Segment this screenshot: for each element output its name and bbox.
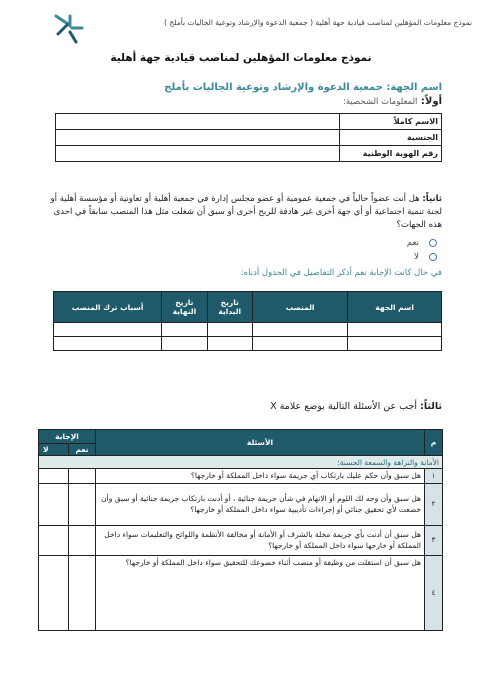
option-yes-label: نعم bbox=[406, 238, 419, 248]
table-row bbox=[54, 323, 442, 337]
header-yes: نعم bbox=[69, 444, 96, 456]
organization-label: اسم الجهة: bbox=[386, 82, 442, 93]
section2-question: هل أنت عضواً حالياً في جمعية عمومية أو عضو مجلس إدارة في جمعية أهلية أو تعاونية أو مؤسسة أهلية أو لجنة تنمية اجتماعية أو أي جهة أخرى غير هادفة للربح أخرى أو سبق أن شغلت مثل هذا المنصب سابقاً في احدى هذه الجهات؟ bbox=[50, 194, 442, 230]
table-cell[interactable] bbox=[207, 337, 252, 351]
answer-yes-cell[interactable] bbox=[69, 483, 96, 525]
section3-title: ثالثاً: bbox=[420, 401, 442, 412]
question-text: هل سبق أن أدنت بأي جريمة مخلة بالشرف أو الأمانة أو مخالفة الأنظمة واللوائح والتعليمات سواء داخل المملكة أو خارجها سواء داخل المملكة أو خارجها؟ bbox=[96, 525, 425, 555]
answer-no-cell[interactable] bbox=[39, 525, 69, 555]
answer-no-cell[interactable] bbox=[39, 555, 69, 630]
table-cell[interactable] bbox=[348, 323, 442, 337]
header-start-date: تاريخ البداية bbox=[207, 292, 252, 323]
question-row bbox=[39, 525, 443, 555]
header-questions: الأسئلة bbox=[96, 430, 425, 456]
section3-heading bbox=[270, 401, 442, 412]
table-row bbox=[54, 337, 442, 351]
organization-line bbox=[164, 82, 442, 93]
table-cell[interactable] bbox=[54, 337, 162, 351]
personal-row bbox=[56, 114, 442, 130]
table-cell[interactable] bbox=[162, 337, 207, 351]
question-row bbox=[39, 469, 443, 484]
header-no: لا bbox=[39, 444, 69, 456]
question-text: هل سبق وأن حكم عليك بارتكاب أي جريمة سواء داخل المملكة أو خارجها؟ bbox=[96, 469, 425, 484]
header-line: نموذج معلومات المؤهلين لمناصب قيادية جهة أهلية ( جمعية الدعوة والإرشاد وتوعية الجاليات بأملج ) bbox=[164, 18, 472, 27]
question-number: ٤ bbox=[425, 555, 443, 630]
radio-circle-icon[interactable] bbox=[429, 239, 437, 247]
questions-table bbox=[38, 429, 443, 631]
option-yes[interactable] bbox=[407, 238, 437, 248]
personal-row bbox=[56, 146, 442, 162]
question-text: هل سبق أن استقلت من وظيفة أو منصب أثناء خضوعك للتحقيق سواء داخل المملكة أو خارجها؟ bbox=[96, 555, 425, 630]
header-end-date: تاريخ النهاية bbox=[162, 292, 207, 323]
question-number: ١ bbox=[425, 469, 443, 484]
answer-no-cell[interactable] bbox=[39, 483, 69, 525]
table-cell[interactable] bbox=[162, 323, 207, 337]
personal-label: رقم الهوية الوطنية bbox=[340, 146, 442, 162]
question-text: هل سبق وأن وجه لك اللوم أو الاتهام في شأن جريمة جنائية ، أو أدنت بارتكاب جريمة جنائية أو سبق وأن خضعت لأي تحقيق جنائي أو إجراءات تأديبية سواء داخل المملكة أو خارجها؟ bbox=[96, 483, 425, 525]
personal-info-table bbox=[55, 113, 442, 162]
header-reason: أسباب ترك المنصب bbox=[54, 292, 162, 323]
personal-value[interactable] bbox=[56, 130, 340, 146]
section1-title: أولاً: bbox=[420, 96, 442, 107]
question-number: ٢ bbox=[425, 483, 443, 525]
category-row bbox=[39, 456, 443, 469]
personal-value[interactable] bbox=[56, 114, 340, 130]
positions-table bbox=[53, 291, 442, 351]
personal-row bbox=[56, 130, 442, 146]
question-row bbox=[39, 555, 443, 630]
personal-label: الاسم كاملاً bbox=[340, 114, 442, 130]
table-cell[interactable] bbox=[207, 323, 252, 337]
header-position: المنصب bbox=[252, 292, 347, 323]
questions-header-row bbox=[39, 430, 443, 444]
question-number: ٣ bbox=[425, 525, 443, 555]
personal-value[interactable] bbox=[56, 146, 340, 162]
answer-yes-cell[interactable] bbox=[69, 555, 96, 630]
answer-no-cell[interactable] bbox=[39, 469, 69, 484]
category-label: الأمانة والنزاهة والسمعة الحسنة: bbox=[39, 456, 443, 469]
header-entity: اسم الجهة bbox=[348, 292, 442, 323]
option-no[interactable] bbox=[414, 252, 437, 262]
header-answer: الإجابة bbox=[39, 430, 96, 444]
if-yes-instruction: في حال كانت الإجابة نعم أذكر التفاصيل في الجدول أدناه: bbox=[240, 268, 442, 278]
answer-yes-cell[interactable] bbox=[69, 469, 96, 484]
answer-yes-cell[interactable] bbox=[69, 525, 96, 555]
table-cell[interactable] bbox=[348, 337, 442, 351]
document-title: نموذج معلومات المؤهلين لمناصب قيادية جهة أهلية bbox=[110, 52, 372, 64]
section1-heading bbox=[343, 96, 442, 107]
header-num: م bbox=[425, 430, 443, 456]
positions-header-row bbox=[54, 292, 442, 323]
organization-name: جمعية الدعوة والإرشاد وتوعية الجاليات بأملج bbox=[164, 82, 383, 93]
personal-label: الجنسية bbox=[340, 130, 442, 146]
section2-title: ثانياً: bbox=[422, 194, 442, 204]
question-row bbox=[39, 483, 443, 525]
section3-subtitle: أجب عن الأسئلة التالية بوضع علامة X bbox=[270, 401, 418, 412]
section1-subtitle: المعلومات الشخصية: bbox=[343, 97, 418, 107]
table-cell[interactable] bbox=[252, 337, 347, 351]
table-cell[interactable] bbox=[54, 323, 162, 337]
option-no-label: لا bbox=[414, 252, 419, 262]
section2-paragraph bbox=[45, 193, 442, 232]
table-cell[interactable] bbox=[252, 323, 347, 337]
radio-circle-icon[interactable] bbox=[429, 253, 437, 261]
organization-logo-icon bbox=[52, 12, 86, 46]
